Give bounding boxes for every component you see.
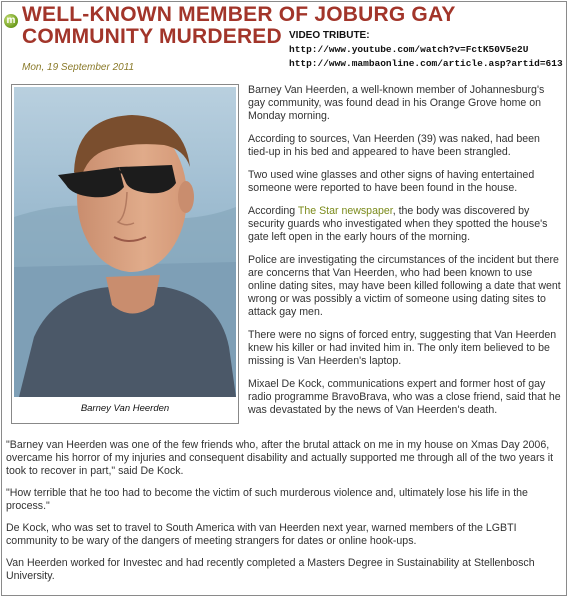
site-logo-icon: m bbox=[4, 14, 18, 28]
article-body-right-column bbox=[248, 84, 562, 427]
paragraph-6: There were no signs of forced entry, suggesting that Van Heerden knew his killer or had invited him in. The only item believed to be missing is Van Heerden's laptop. bbox=[248, 329, 557, 367]
paragraph-4-rest: , the body was discovered by security guards who investigated when they spotted the house's gate left open in the early hours of the morning. bbox=[248, 205, 548, 243]
paragraph-4-prefix: According bbox=[248, 205, 298, 217]
paragraph-9: "How terrible that he too had to become the victim of such murderous violence and, ultimately lose his life in the process." bbox=[6, 487, 528, 512]
paragraph-5: Police are investigating the circumstances of the incident but there are concerns that Van Heerden, who had been known to use online dating sites, may have been killed following a date that went wrong or was possibly a victim of someone using dating sites to attack gay men. bbox=[248, 254, 561, 318]
paragraph-10: De Kock, who was set to travel to South America with van Heerden next year, warned members of the LGBTI community to be wary of the dangers of meeting strangers for dates or online hook-ups. bbox=[6, 522, 517, 547]
photo-box bbox=[11, 84, 239, 424]
article-body-full-width bbox=[6, 439, 562, 592]
video-tribute-title: VIDEO TRIBUTE: bbox=[289, 30, 370, 41]
paragraph-11: Van Heerden worked for Investec and had recently completed a Masters Degree in Sustainability at Stellenbosch University. bbox=[6, 557, 535, 582]
photo-caption: Barney Van Heerden bbox=[80, 403, 170, 414]
video-tribute-link-mambaonline[interactable]: http://www.mambaonline.com/article.asp?artid=613 bbox=[289, 58, 563, 69]
paragraph-8: "Barney van Heerden was one of the few friends who, after the brutal attack on me in my house on Xmas Day 2006, overcame his horror of my injuries and consequent disability and actually supported me through all of the two years it took to recover in part," said De Kock. bbox=[6, 439, 554, 477]
the-star-newspaper-link[interactable]: The Star newspaper bbox=[297, 205, 393, 217]
paragraph-1: Barney Van Heerden, a well-known member of Johannesburg's gay community, was found dead in his Orange Grove home on Monday morning. bbox=[248, 84, 545, 122]
video-tribute-link-youtube[interactable]: http://www.youtube.com/watch?v=FctK50V5e2U bbox=[289, 44, 529, 55]
article-headline: WELL-KNOWN MEMBER OF JOBURG GAY COMMUNITY MURDERED bbox=[22, 3, 456, 48]
portrait-photo bbox=[14, 87, 236, 397]
paragraph-2: According to sources, Van Heerden (39) was naked, had been tied-up in his bed and appeared to have been strangled. bbox=[248, 133, 540, 158]
paragraph-3: Two used wine glasses and other signs of having entertained someone were reported to have been found in the house. bbox=[248, 169, 535, 194]
paragraph-4 bbox=[248, 205, 562, 244]
paragraph-7: Mixael De Kock, communications expert and former host of gay radio programme BravoBrava, who was a close friend, said that he was devastated by the news of Van Heerden's death. bbox=[248, 378, 561, 416]
article-date: Mon, 19 September 2011 bbox=[22, 62, 135, 73]
